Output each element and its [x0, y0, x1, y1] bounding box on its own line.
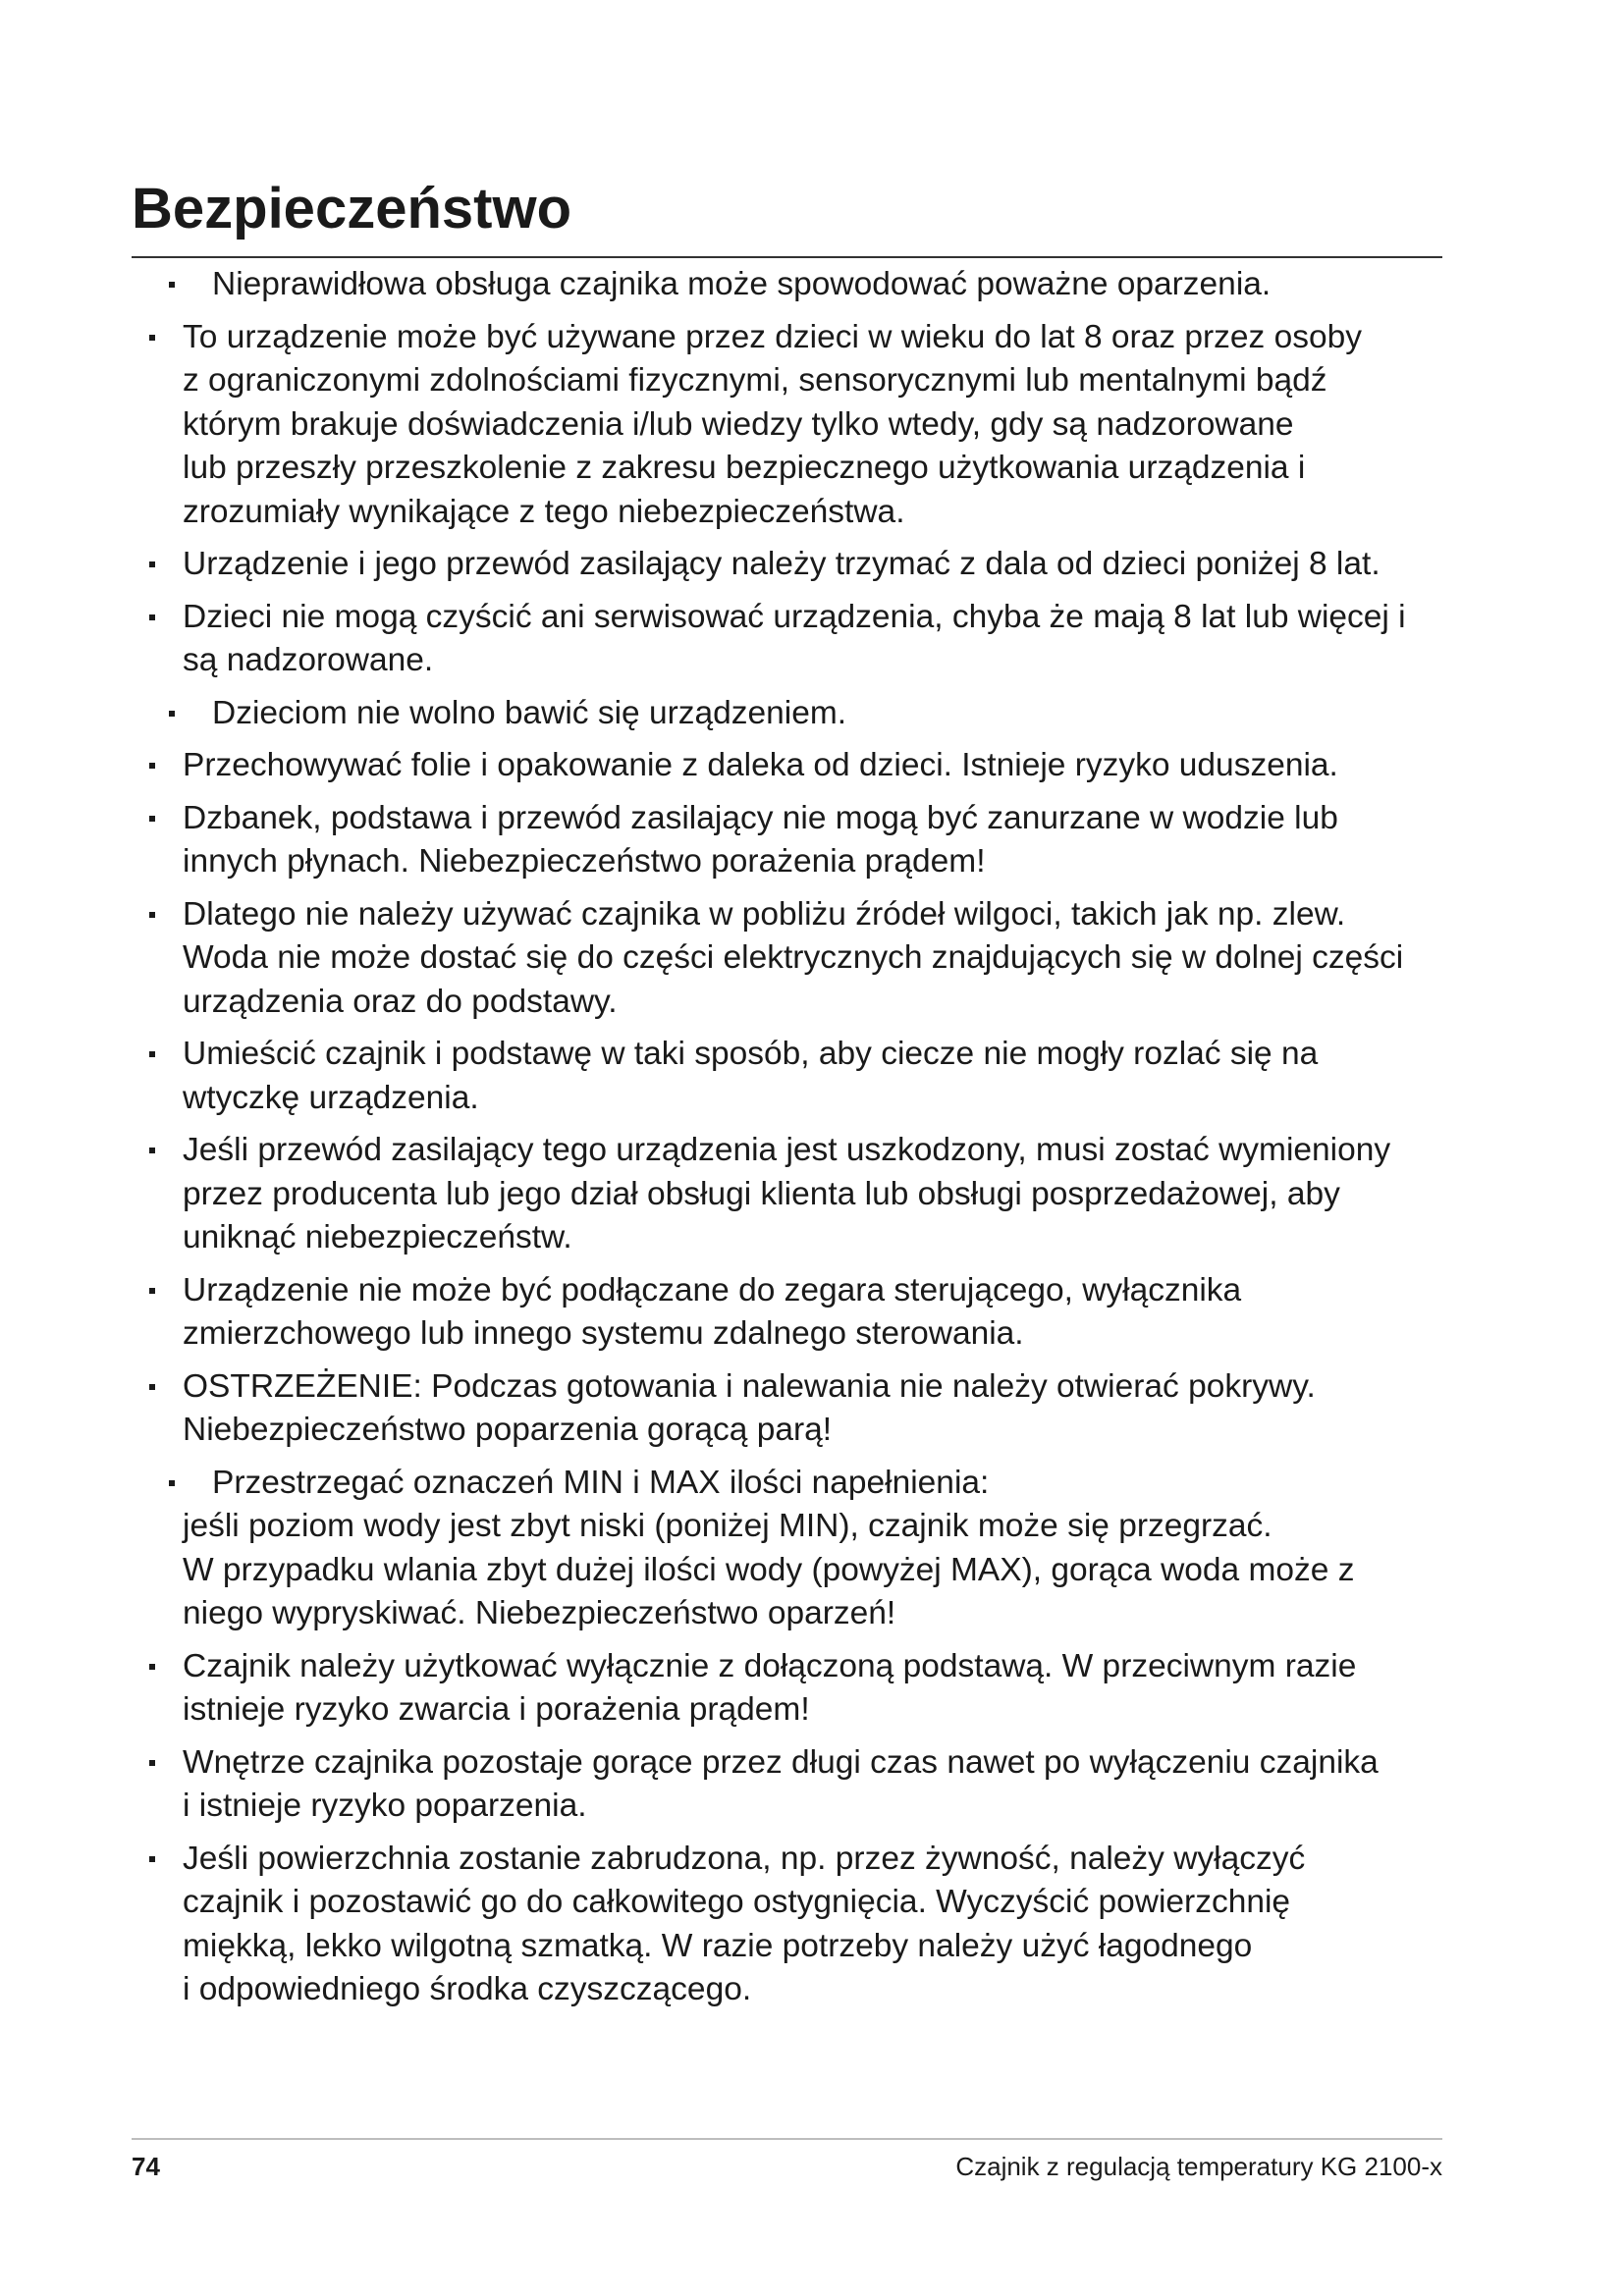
- bullet-icon: [169, 282, 175, 288]
- footer-product-title: Czajnik z regulacją temperatury KG 2100-x: [955, 2152, 1442, 2181]
- bullet-icon: [149, 1760, 155, 1766]
- bullet-icon: [149, 912, 155, 918]
- title-divider: [132, 256, 1442, 258]
- list-item: [132, 316, 1442, 535]
- bullet-icon: [149, 763, 155, 769]
- list-item: [132, 1365, 1442, 1453]
- list-item: [132, 1269, 1442, 1357]
- list-item-text: Urządzenie nie może być podłączane do zegara sterującego, wyłącznika zmierzchowego lub innego systemu zdalnego sterowania.: [183, 1271, 1242, 1352]
- page-title: Bezpieczeństwo: [132, 177, 571, 240]
- bullet-icon: [149, 1288, 155, 1294]
- list-item-text: Przestrzegać oznaczeń MIN i MAX ilości napełnienia:: [212, 1464, 990, 1501]
- list-item: [132, 893, 1442, 1025]
- list-item-text: Dzieciom nie wolno bawić się urządzeniem.: [212, 694, 847, 731]
- safety-instructions-list: [132, 263, 1442, 2021]
- list-item: [132, 692, 1442, 736]
- list-item: [132, 543, 1442, 587]
- list-item-text: Urządzenie i jego przewód zasilający należy trzymać z dala od dzieci poniżej 8 lat.: [183, 546, 1380, 582]
- list-item-text: Czajnik należy użytkować wyłącznie z dołączoną podstawą. W przeciwnym razie istnieje ryzyko zwarcia i porażenia prądem!: [183, 1647, 1357, 1728]
- bullet-icon: [149, 816, 155, 822]
- bullet-icon: [149, 1384, 155, 1390]
- bullet-icon: [149, 561, 155, 567]
- bullet-icon: [169, 1480, 175, 1486]
- bullet-icon: [149, 1664, 155, 1670]
- list-item-text: Nieprawidłowa obsługa czajnika może spowodować poważne oparzenia.: [212, 266, 1272, 302]
- list-item: [132, 1838, 1442, 2012]
- list-item-text: Przechowywać folie i opakowanie z daleka od dzieci. Istnieje ryzyko uduszenia.: [183, 747, 1338, 783]
- bullet-icon: [149, 1051, 155, 1057]
- list-item: [132, 263, 1442, 307]
- list-item: [132, 596, 1442, 683]
- list-item-text: Jeśli przewód zasilający tego urządzenia jest uszkodzony, musi zostać wymieniony przez producenta lub jego dział obsługi klienta lub obsługi posprzedażowej, aby uniknąć niebezpieczeństw.: [183, 1132, 1391, 1255]
- list-item-text: OSTRZEŻENIE: Podczas gotowania i nalewania nie należy otwierać pokrywy. Niebezpieczeństwo poparzenia gorącą parą!: [183, 1367, 1316, 1448]
- list-item: [132, 1462, 1442, 1636]
- list-item-text: Dlatego nie należy używać czajnika w pobliżu źródeł wilgoci, takich jak np. zlew. Woda nie może dostać się do części elektrycznych znajdujących się w dolnej części urządzenia oraz do podstawy.: [183, 895, 1404, 1020]
- bullet-icon: [149, 335, 155, 341]
- list-item: [132, 1645, 1442, 1733]
- bullet-icon: [169, 711, 175, 717]
- list-item: [132, 744, 1442, 788]
- list-item-text: Jeśli powierzchnia zostanie zabrudzona, np. przez żywność, należy wyłączyć czajnik i pozostawić go do całkowitego ostygnięcia. Wyczyścić powierzchnię miękką, lekko wilgotną szmatką. W razie potrzeby należy użyć łagodnego i odpowiedniego środka czyszczącego.: [183, 1840, 1306, 2007]
- list-item-text: Wnętrze czajnika pozostaje gorące przez długi czas nawet po wyłączeniu czajnika i istnieje ryzyko poparzenia.: [183, 1743, 1379, 1824]
- list-item-text: To urządzenie może być używane przez dzieci w wieku do lat 8 oraz przez osoby z ograniczonymi zdolnościami fizycznymi, sensorycznymi lub mentalnymi bądź którym brakuje doświadczenia i/lub wiedzy tylko wtedy, gdy są nadzorowane lub przeszły przeszkolenie z zakresu bezpiecznego użytkowania urządzenia i zrozumiały wynikające z tego niebezpieczeństwa.: [183, 318, 1362, 530]
- list-item: [132, 1033, 1442, 1120]
- list-item-continuation: jeśli poziom wody jest zbyt niski (poniżej MIN), czajnik może się przegrzać. W przypadku wlania zbyt dużej ilości wody (powyżej MAX), gorąca woda może z niego wypryskiwać. Niebezpieczeństwo oparzeń!: [183, 1508, 1355, 1631]
- list-item-text: Dzieci nie mogą czyścić ani serwisować urządzenia, chyba że mają 8 lat lub więcej i są nadzorowane.: [183, 598, 1406, 678]
- page-number: 74: [132, 2152, 160, 2181]
- bullet-icon: [149, 1856, 155, 1862]
- bullet-icon: [149, 614, 155, 620]
- footer-divider: [132, 2138, 1442, 2140]
- bullet-icon: [149, 1148, 155, 1153]
- list-item-text: Umieścić czajnik i podstawę w taki sposób, aby ciecze nie mogły rozlać się na wtyczkę urządzenia.: [183, 1036, 1319, 1116]
- list-item-text: Dzbanek, podstawa i przewód zasilający nie mogą być zanurzane w wodzie lub innych płynach. Niebezpieczeństwo porażenia prądem!: [183, 799, 1338, 880]
- list-item: [132, 1741, 1442, 1829]
- list-item: [132, 1129, 1442, 1260]
- list-item: [132, 797, 1442, 884]
